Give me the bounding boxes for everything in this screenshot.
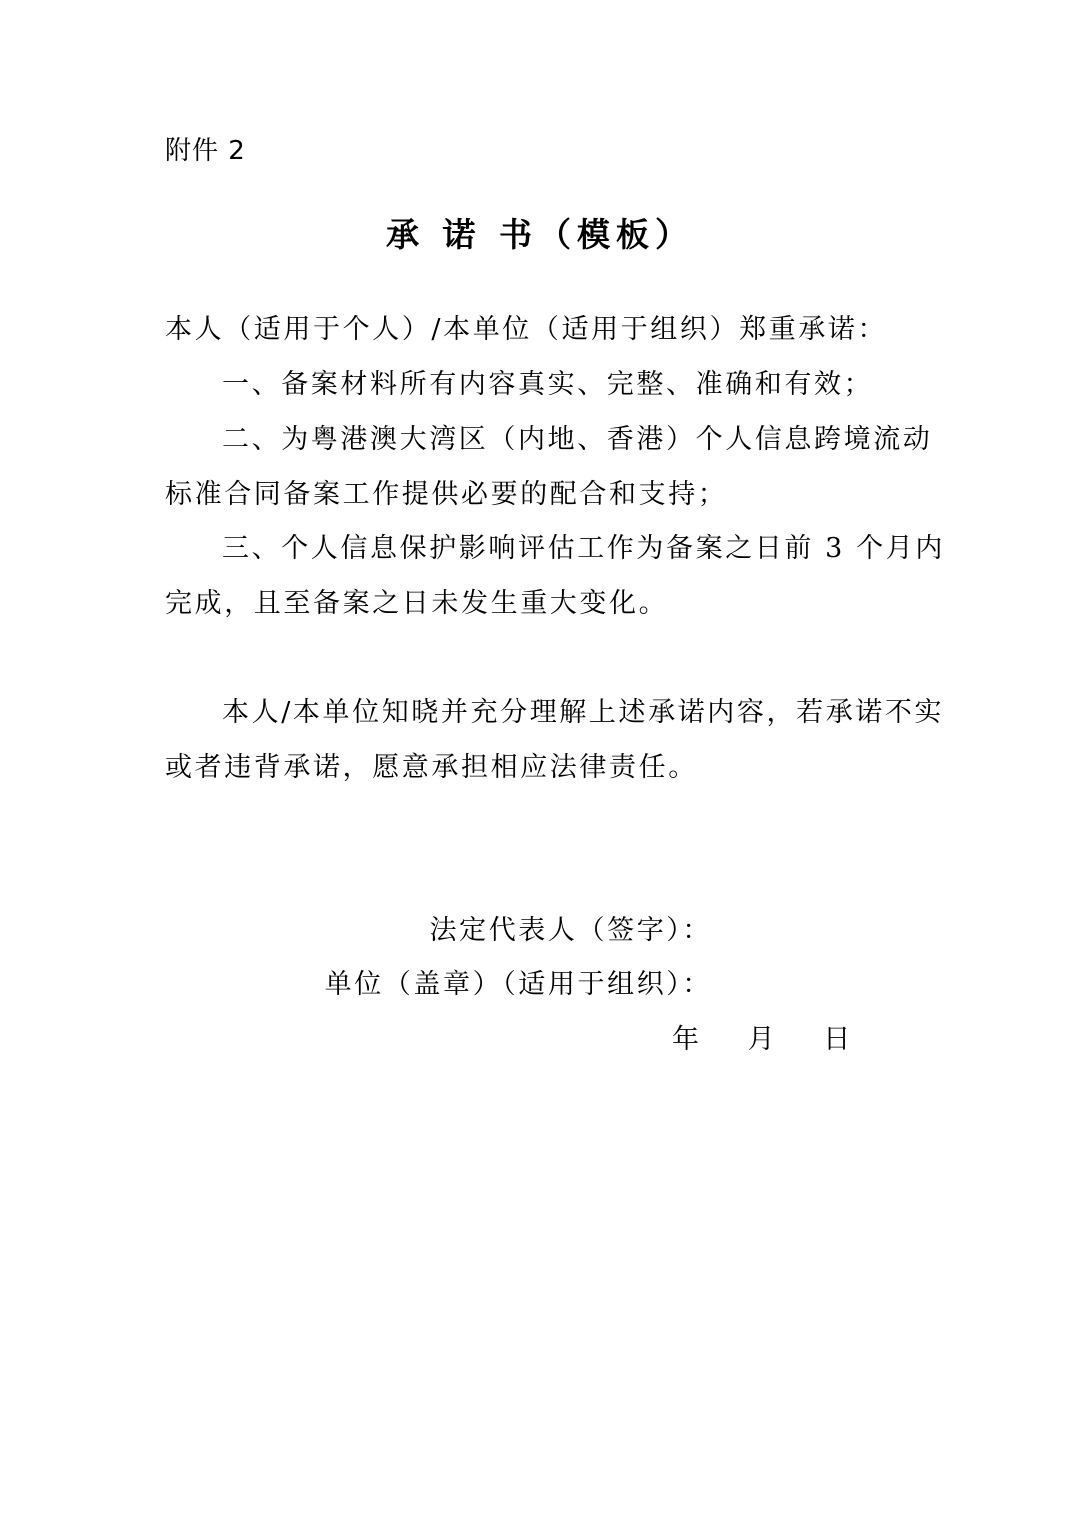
seal-label: 单位（盖章）（适用于组织）：	[324, 969, 712, 1000]
commitment-item-2-line-1: 二、为粤港澳大湾区（内地、香港）个人信息跨境流动	[222, 424, 933, 455]
statement-line-2: 或者违背承诺，愿意承担相应法律责任。	[165, 752, 698, 783]
commitment-item-3-line-1: 三、个人信息保护影响评估工作为备案之日前 3 个月内	[222, 533, 945, 564]
date-line	[672, 1023, 853, 1057]
intro-paragraph: 本人（适用于个人）/本单位（适用于组织）郑重承诺：	[165, 314, 888, 345]
commitment-item-3-line-2: 完成，且至备案之日未发生重大变化。	[165, 588, 669, 619]
statement-line-1: 本人/本单位知晓并充分理解上述承诺内容，若承诺不实	[222, 697, 945, 728]
commitment-item-2-line-2: 标准合同备案工作提供必要的配合和支持；	[165, 479, 728, 510]
attachment-label: 附件 2	[165, 136, 246, 166]
signature-label: 法定代表人（签字）：	[429, 915, 712, 946]
date-day: 日	[823, 1024, 853, 1055]
date-year: 年	[672, 1024, 702, 1055]
document-title: 承 诺 书（模板）	[386, 215, 694, 254]
date-month: 月	[747, 1024, 778, 1055]
commitment-item-1: 一、备案材料所有内容真实、完整、准确和有效；	[222, 369, 874, 400]
